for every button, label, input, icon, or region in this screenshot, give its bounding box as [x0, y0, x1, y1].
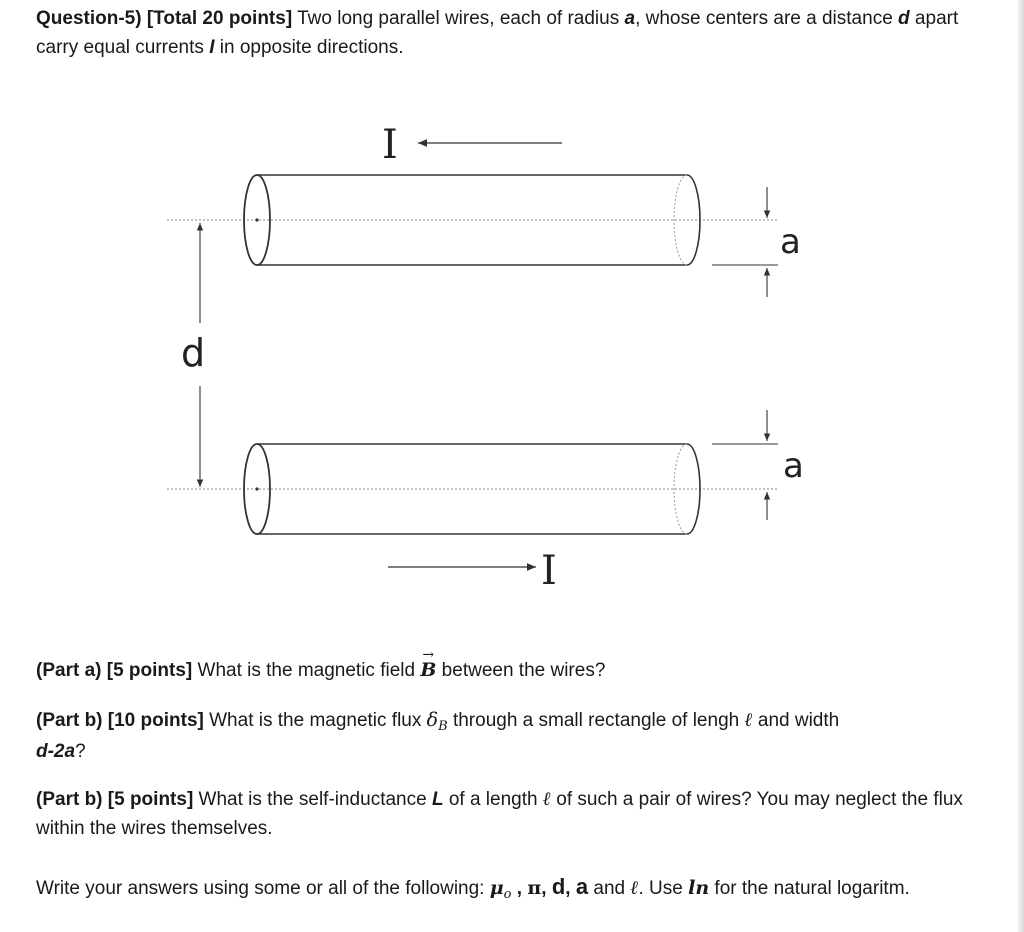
question-label: Question-5) [Total 20 points]	[36, 8, 293, 29]
var-L: L	[431, 789, 444, 810]
separator: ,	[565, 878, 576, 899]
symbol-ell: ℓ	[744, 709, 753, 731]
instructions-text-2: . Use	[638, 878, 689, 899]
part-c-label: (Part b) [5 points]	[36, 789, 194, 810]
label-a-top: a	[780, 222, 801, 262]
instructions	[36, 871, 986, 907]
symbol-ell: ℓ	[630, 877, 639, 899]
part-b-label: (Part b) [10 points]	[36, 710, 204, 731]
dimension-a-bottom	[712, 410, 778, 520]
separator: ,	[511, 878, 528, 899]
instructions-text-3: for the natural logaritm.	[709, 878, 910, 899]
var-I: I	[209, 37, 215, 58]
label-a-bottom: a	[783, 446, 804, 486]
part-b-text-2: through a small rectangle of lengh	[447, 710, 745, 731]
symbol-d: d	[551, 874, 566, 899]
symbol-B-vector: → B	[420, 656, 436, 685]
symbol-pi: π	[527, 877, 542, 899]
symbol-ell: ℓ	[542, 788, 551, 810]
part-c-text-1: What is the self-inductance	[193, 789, 432, 810]
label-d: d	[181, 331, 206, 375]
part-b-text-4: ?	[75, 741, 86, 762]
part-c	[36, 785, 986, 843]
symbol-ln: ln	[688, 877, 710, 899]
symbol-a: a	[575, 874, 589, 899]
question-text-2: , whose centers are a distance	[635, 8, 899, 29]
part-b	[36, 706, 986, 766]
part-b-text-1: What is the magnetic flux	[203, 710, 427, 731]
question-text-4: in opposite directions.	[214, 37, 404, 58]
current-label-top: I	[382, 122, 398, 168]
var-a: a	[624, 8, 636, 29]
symbol-delta: δ	[426, 709, 439, 731]
part-a-text-1: What is the magnetic field	[192, 660, 421, 681]
part-a-label: (Part a) [5 points]	[36, 660, 193, 681]
symbol-mu: μ	[489, 877, 504, 899]
instructions-and: and	[588, 878, 631, 899]
separator: ,	[541, 878, 552, 899]
current-label-bottom: I	[541, 548, 557, 594]
part-a	[36, 656, 986, 685]
symbol-mu-sub: o	[503, 887, 512, 902]
part-b-text-3: and width	[752, 710, 840, 731]
question-text-3: apart carry equal currents	[36, 8, 959, 58]
var-d: d	[898, 8, 910, 29]
symbol-delta-sub: B	[438, 719, 448, 734]
question-text-1: Two long parallel wires, each of radius	[292, 8, 625, 29]
instructions-text-1: Write your answers using some or all of the following:	[36, 878, 490, 899]
part-c-text-2: of a length	[443, 789, 543, 810]
part-a-text-2: between the wires?	[436, 660, 606, 681]
width-expression: d-2a	[36, 741, 76, 762]
dimension-a-top	[712, 187, 778, 297]
part-c-text-3: of such a pair of wires? You may neglect the flux within the wires themselves.	[36, 789, 963, 839]
